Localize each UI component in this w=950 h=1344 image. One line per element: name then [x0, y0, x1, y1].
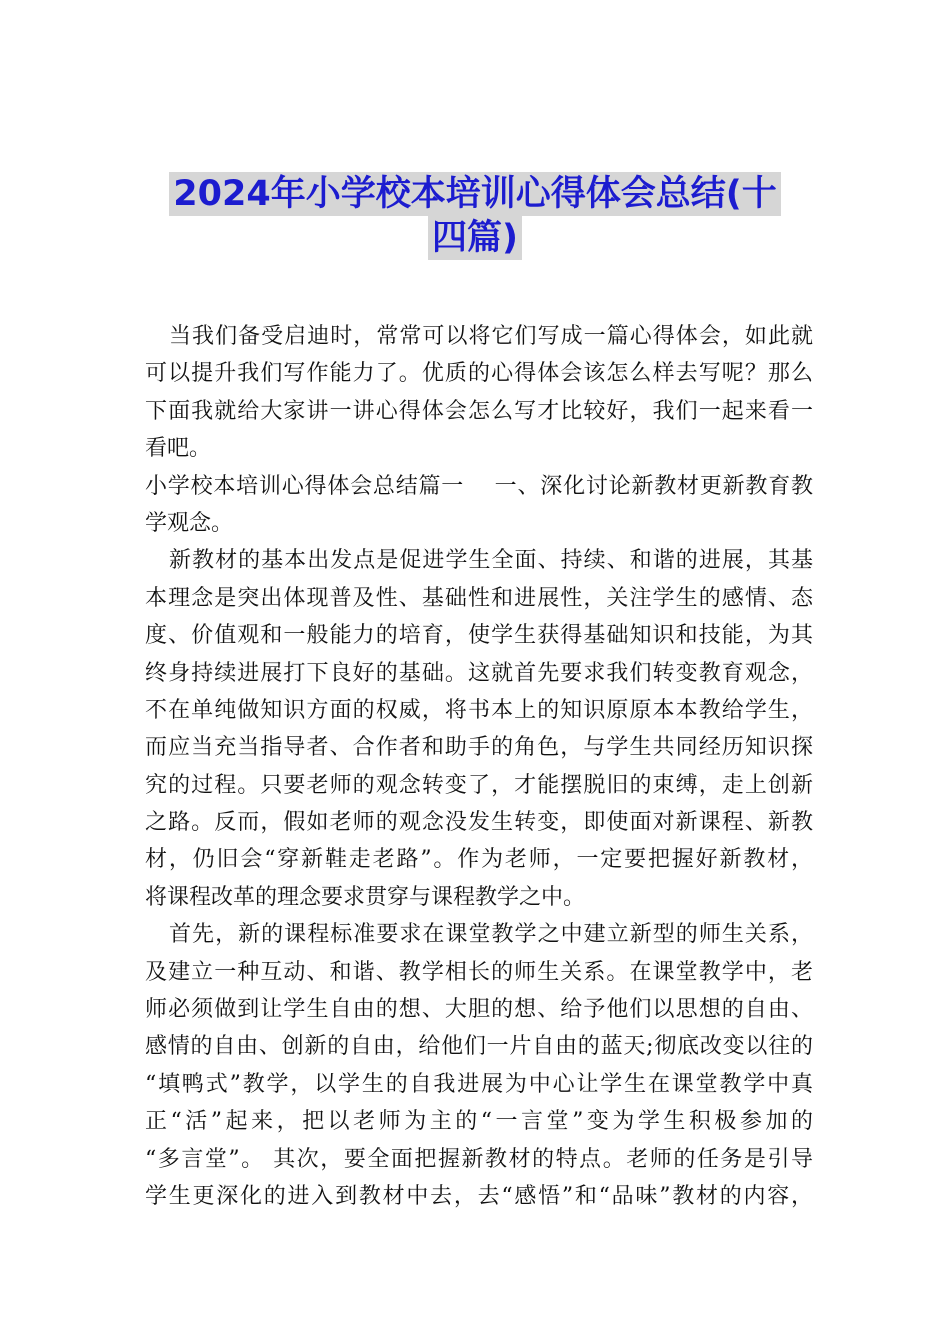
body-text-line: “填鸭式”教学，以学生的自我进展为中心让学生在课堂教学中真 — [145, 1071, 813, 1097]
body-text-line: 下面我就给大家讲一讲心得体会怎么写才比较好，我们一起来看一 — [145, 398, 813, 424]
body-text-line: 感情的自由、创新的自由，给他们一片自由的蓝天;彻底改变以往的 — [145, 1034, 813, 1060]
body-text-line: 学生更深化的进入到教材中去，去“感悟”和“品味”教材的内容， — [145, 1183, 813, 1209]
body-text-line: 看吧。 — [145, 436, 212, 462]
body-text-line: 度、价值观和一般能力的培育，使学生获得基础知识和技能，为其 — [145, 623, 813, 649]
body-text-line: 终身持续进展打下良好的基础。这就首先要求我们转变教育观念， — [145, 660, 813, 686]
title-line-1: 2024年小学校本培训心得体会总结(十 — [169, 172, 780, 216]
body-text-line: 师必须做到让学生自由的想、大胆的想、给予他们以思想的自由、 — [145, 997, 813, 1023]
body-text-line: 及建立一种互动、和谐、教学相长的师生关系。在课堂教学中，老 — [145, 959, 813, 985]
body-text-line: 小学校本培训心得体会总结篇一 一、深化讨论新教材更新教育教 — [145, 473, 813, 499]
body-text-line: “多言堂”。 其次，要全面把握新教材的特点。老师的任务是引导 — [145, 1146, 813, 1172]
body-text-line: 而应当充当指导者、合作者和助手的角色，与学生共同经历知识探 — [145, 735, 813, 761]
body-text-line: 之路。反而，假如老师的观念没发生转变，即使面对新课程、新教 — [145, 810, 813, 836]
body-text-line: 正“活”起来，把以老师为主的“一言堂”变为学生积极参加的 — [145, 1109, 813, 1135]
body-text-line: 学观念。 — [145, 510, 234, 536]
document-body — [145, 318, 813, 1215]
body-text-line: 不在单纯做知识方面的权威，将书本上的知识原原本本教给学生， — [145, 697, 813, 723]
body-text-line: 当我们备受启迪时，常常可以将它们写成一篇心得体会，如此就 — [169, 324, 813, 349]
body-text-line: 本理念是突出体现普及性、基础性和进展性，关注学生的感情、态 — [145, 585, 813, 611]
body-text-line: 可以提升我们写作能力了。优质的心得体会该怎么样去写呢？那么 — [145, 361, 813, 387]
document-title — [150, 172, 800, 260]
title-line-2: 四篇) — [428, 216, 522, 260]
body-text-line: 究的过程。只要老师的观念转变了，才能摆脱旧的束缚，走上创新 — [145, 772, 813, 798]
body-text-line: 新教材的基本出发点是促进学生全面、持续、和谐的进展，其基 — [169, 548, 813, 574]
body-text-line: 将课程改革的理念要求贯穿与课程教学之中。 — [145, 884, 586, 910]
body-text-line: 首先，新的课程标准要求在课堂教学之中建立新型的师生关系， — [169, 922, 813, 948]
body-text-line: 材，仍旧会“穿新鞋走老路”。作为老师，一定要把握好新教材， — [145, 847, 813, 873]
